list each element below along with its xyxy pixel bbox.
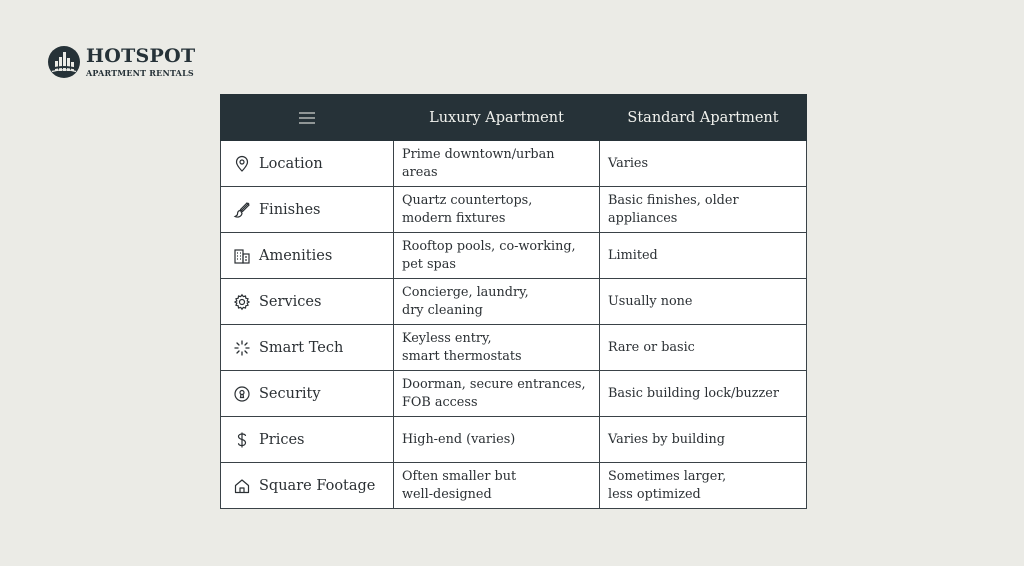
table-row bbox=[221, 417, 807, 463]
standard-cell: Varies bbox=[600, 141, 807, 187]
keyhole-icon bbox=[233, 385, 251, 403]
comparison-table bbox=[220, 94, 807, 509]
table-row bbox=[221, 233, 807, 279]
standard-cell: Varies by building bbox=[600, 417, 807, 463]
standard-cell: Limited bbox=[600, 233, 807, 279]
feature-label: Amenities bbox=[259, 247, 333, 264]
feature-cell bbox=[221, 279, 394, 325]
feature-cell bbox=[221, 417, 394, 463]
luxury-cell: Quartz countertops, modern fixtures bbox=[394, 187, 600, 233]
header-standard: Standard Apartment bbox=[600, 95, 807, 141]
luxury-cell: Often smaller but well-designed bbox=[394, 463, 600, 509]
city-skyline-icon bbox=[48, 46, 80, 78]
brand-logo bbox=[48, 46, 195, 78]
table-header-row bbox=[221, 95, 807, 141]
feature-label: Prices bbox=[259, 431, 305, 448]
dollar-icon bbox=[233, 431, 251, 449]
feature-label: Finishes bbox=[259, 201, 321, 218]
house-icon bbox=[233, 477, 251, 495]
brand-tagline: APARTMENT RENTALS bbox=[86, 68, 194, 78]
table-row bbox=[221, 325, 807, 371]
feature-cell bbox=[221, 233, 394, 279]
building-icon bbox=[233, 247, 251, 265]
feature-cell bbox=[221, 187, 394, 233]
brand-name: HOTSPOT bbox=[86, 45, 196, 67]
standard-cell: Usually none bbox=[600, 279, 807, 325]
gear-icon bbox=[233, 293, 251, 311]
luxury-cell: High-end (varies) bbox=[394, 417, 600, 463]
standard-cell: Basic building lock/buzzer bbox=[600, 371, 807, 417]
feature-label: Location bbox=[259, 155, 323, 172]
table-row bbox=[221, 371, 807, 417]
luxury-cell: Rooftop pools, co-working, pet spas bbox=[394, 233, 600, 279]
feature-cell bbox=[221, 325, 394, 371]
header-luxury: Luxury Apartment bbox=[394, 95, 600, 141]
feature-cell bbox=[221, 371, 394, 417]
sparkle-loader-icon bbox=[233, 339, 251, 357]
feature-label: Smart Tech bbox=[259, 339, 344, 356]
feature-label: Security bbox=[259, 385, 321, 402]
table-row bbox=[221, 463, 807, 509]
hamburger-menu-icon[interactable] bbox=[298, 111, 316, 125]
luxury-cell: Doorman, secure entrances, FOB access bbox=[394, 371, 600, 417]
feature-cell bbox=[221, 463, 394, 509]
map-pin-icon bbox=[233, 155, 251, 173]
luxury-cell: Keyless entry, smart thermostats bbox=[394, 325, 600, 371]
table-row bbox=[221, 279, 807, 325]
standard-cell: Sometimes larger, less optimized bbox=[600, 463, 807, 509]
table-row bbox=[221, 187, 807, 233]
luxury-cell: Prime downtown/urban areas bbox=[394, 141, 600, 187]
standard-cell: Rare or basic bbox=[600, 325, 807, 371]
feature-label: Square Footage bbox=[259, 477, 376, 494]
feature-cell bbox=[221, 141, 394, 187]
paintbrush-icon bbox=[233, 201, 251, 219]
standard-cell: Basic finishes, older appliances bbox=[600, 187, 807, 233]
table-row bbox=[221, 141, 807, 187]
feature-label: Services bbox=[259, 293, 322, 310]
header-menu-cell[interactable] bbox=[221, 95, 394, 141]
luxury-cell: Concierge, laundry, dry cleaning bbox=[394, 279, 600, 325]
